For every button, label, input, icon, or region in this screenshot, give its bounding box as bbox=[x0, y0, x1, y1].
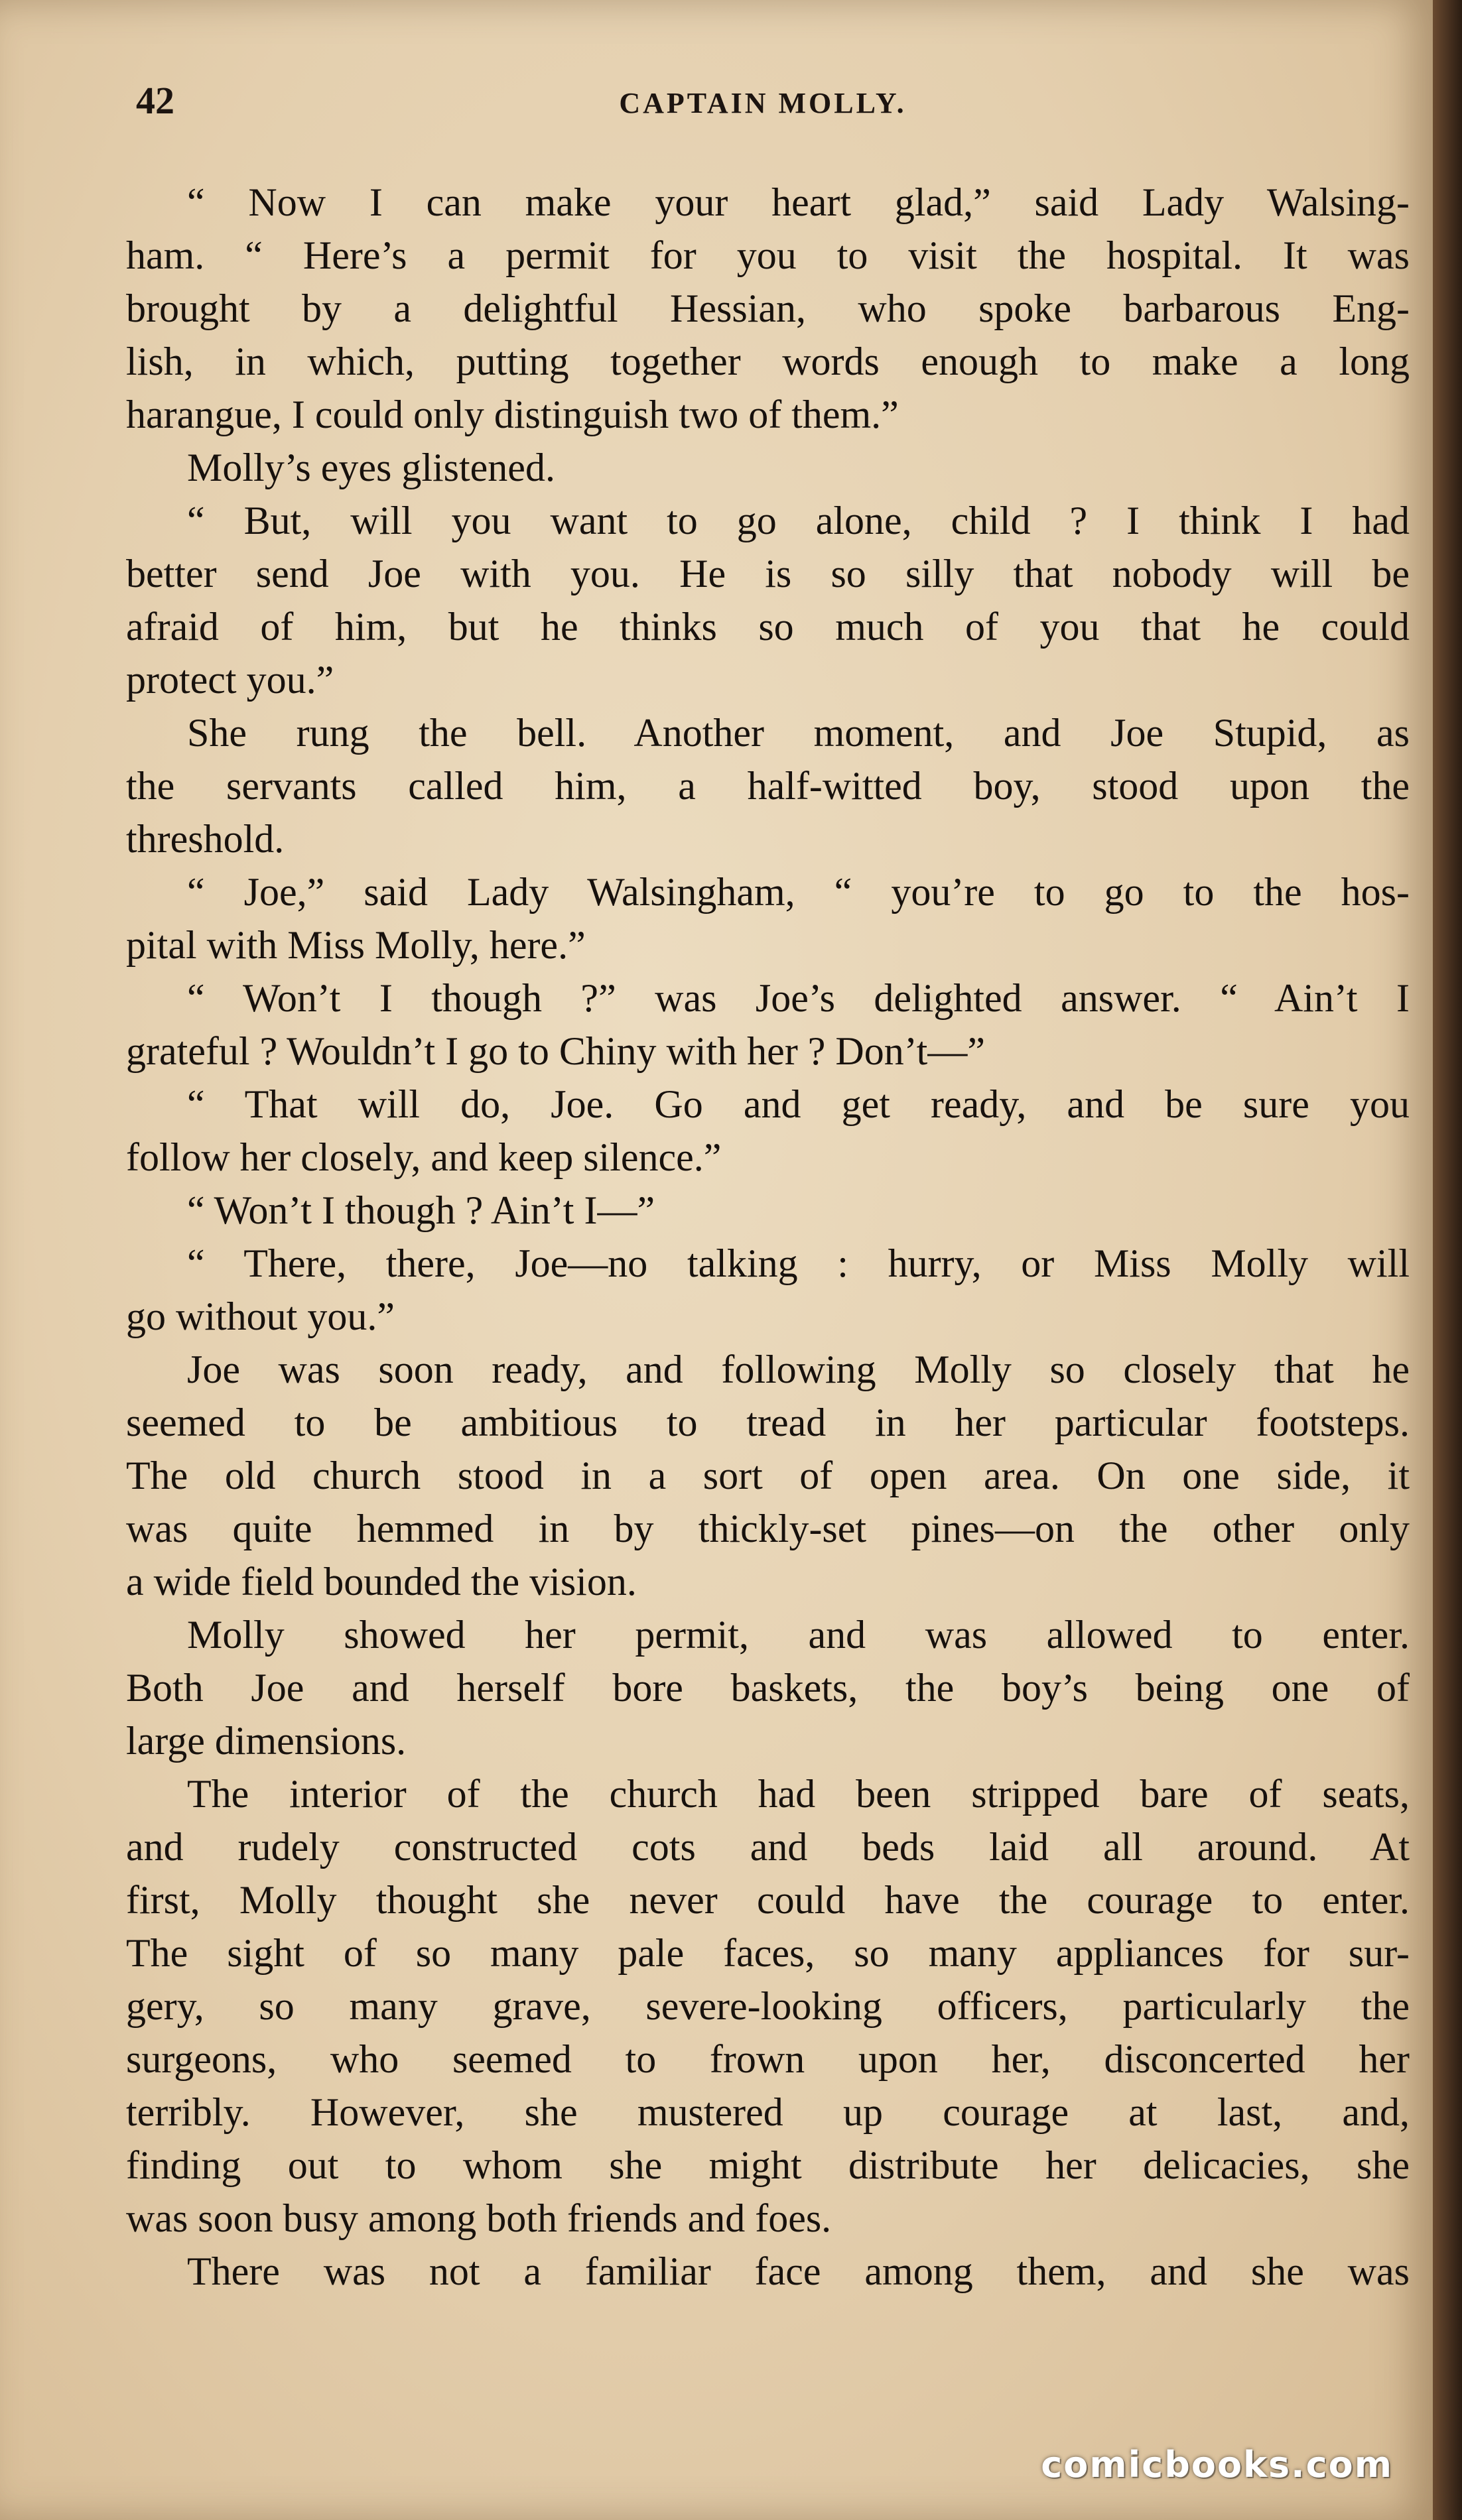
text-line: follow her closely, and keep silence.” bbox=[126, 1135, 722, 1179]
text-line: pital with Miss Molly, here.” bbox=[126, 923, 586, 967]
text-line: Both Joe and herself bore baskets, the boy’s being one of bbox=[126, 1666, 1410, 1710]
text-line: was soon busy among both friends and foes. bbox=[126, 2196, 832, 2240]
page-edge bbox=[1433, 0, 1462, 2520]
text-line: grateful ? Wouldn’t I go to Chiny with her ? Don’t—” bbox=[126, 1029, 985, 1073]
text-line: better send Joe with you. He is so silly that nobody will be bbox=[126, 552, 1410, 596]
text-line: lish, in which, putting together words enough to make a long bbox=[126, 340, 1410, 383]
text-line: afraid of him, but he thinks so much of you that he could bbox=[126, 605, 1410, 649]
text-line: gery, so many grave, severe-looking officers, particularly the bbox=[126, 1984, 1410, 2028]
text-line: surgeons, who seemed to frown upon her, disconcerted her bbox=[126, 2037, 1410, 2081]
text-line: There was not a familiar face among them, and she was bbox=[187, 2249, 1410, 2293]
text-line: The old church stood in a sort of open area. On one side, it bbox=[126, 1454, 1410, 1497]
text-line: the servants called him, a half-witted boy, stood upon the bbox=[126, 764, 1410, 808]
text-line: seemed to be ambitious to tread in her particular footsteps. bbox=[126, 1401, 1410, 1444]
text-line: The sight of so many pale faces, so many appliances for sur- bbox=[126, 1931, 1410, 1975]
text-line: and rudely constructed cots and beds laid all around. At bbox=[126, 1825, 1410, 1869]
text-line: threshold. bbox=[126, 817, 285, 861]
text-line: “ That will do, Joe. Go and get ready, and be sure you bbox=[187, 1082, 1410, 1126]
text-line: “ Joe,” said Lady Walsingham, “ you’re to go to the hos- bbox=[187, 870, 1410, 914]
page-header bbox=[126, 78, 1400, 138]
text-line: “ But, will you want to go alone, child ? I think I had bbox=[187, 499, 1410, 542]
text-line: terribly. However, she mustered up courage at last, and, bbox=[126, 2090, 1410, 2134]
text-line: The interior of the church had been stripped bare of seats, bbox=[187, 1772, 1410, 1816]
text-line: Molly’s eyes glistened. bbox=[187, 446, 555, 489]
text-line: a wide field bounded the vision. bbox=[126, 1560, 637, 1604]
watermark: comicbooks.com bbox=[1041, 2444, 1393, 2486]
text-line: “ There, there, Joe—no talking : hurry, or Miss Molly will bbox=[187, 1241, 1410, 1285]
text-line: “ Now I can make your heart glad,” said Lady Walsing- bbox=[187, 180, 1410, 224]
body-text bbox=[126, 176, 1410, 2298]
text-line: ham. “ Here’s a permit for you to visit the hospital. It was bbox=[126, 233, 1410, 277]
text-line: “ Won’t I though ? Ain’t I—” bbox=[187, 1188, 655, 1232]
text-line: protect you.” bbox=[126, 658, 334, 702]
text-line: finding out to whom she might distribute her delicacies, she bbox=[126, 2143, 1410, 2187]
text-line: large dimensions. bbox=[126, 1719, 407, 1763]
text-line: first, Molly thought she never could have the courage to enter. bbox=[126, 1878, 1410, 1922]
text-line: She rung the bell. Another moment, and Joe Stupid, as bbox=[187, 711, 1410, 755]
text-line: “ Won’t I though ?” was Joe’s delighted answer. “ Ain’t I bbox=[187, 976, 1410, 1020]
text-line: harangue, I could only distinguish two of them.” bbox=[126, 393, 899, 436]
text-line: Joe was soon ready, and following Molly so closely that he bbox=[187, 1348, 1410, 1391]
text-line: Molly showed her permit, and was allowed to enter. bbox=[187, 1613, 1410, 1657]
text-line: go without you.” bbox=[126, 1294, 395, 1338]
page-number: 42 bbox=[136, 79, 174, 122]
running-head: CAPTAIN MOLLY. bbox=[619, 87, 907, 119]
text-line: was quite hemmed in by thickly-set pines—on the other only bbox=[126, 1507, 1410, 1550]
text-line: brought by a delightful Hessian, who spoke barbarous Eng- bbox=[126, 286, 1410, 330]
